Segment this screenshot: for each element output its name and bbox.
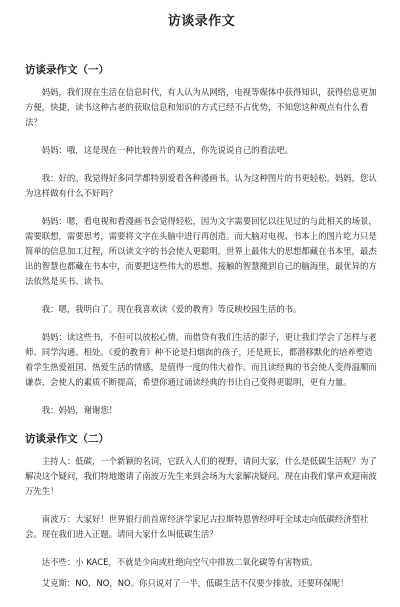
section-heading: 访谈录作文（二） — [25, 433, 109, 445]
paragraph: 妈妈，我们现在生活在信息时代，有人认为从网络，电视等媒体中获得知识，获得信息更加方便，快捷，读书这种古老的获取信息和知识的方式已经不占优势，不知您这种观点有什么看法？ — [25, 87, 377, 127]
paragraph: 我：好的。我觉得好多同学都特别爱看各种漫画书。认为这种图片的书更轻松。妈妈，您认为这样做有什么不好吗？ — [25, 173, 377, 198]
document-title: 访谈录作文 — [167, 14, 236, 29]
section-2 — [25, 431, 378, 591]
paragraph: 我：妈妈，谢谢您！ — [41, 405, 118, 415]
paragraph: 达不些：小 KACE，不就是少向或杜绝向空气中排放二氧化碳等有害物质。 — [41, 557, 318, 567]
paragraph: 南波万：大家好！世界银行前首席经济学家尼古拉斯特恩曾经呼吁全球走向低碳经济型社会。现在我们进入正题。请问大家什么叫低碳生活？ — [25, 514, 369, 539]
paragraph: 妈妈：哦，这是现在一种比较普片的观点，你先说说自己的看法吧。 — [41, 145, 294, 155]
section-1 — [25, 62, 378, 418]
paragraph: 艾克斯：NO，NO，NO。你只说对了一半，低碳生活不仅要少排放，还要环保呢！ — [41, 578, 349, 588]
section-heading: 访谈录作文（一） — [25, 64, 109, 76]
paragraph: 妈妈：读这些书，不但可以放松心情，而借贷有我们生活的影子，更让我们学会了怎样与老师、同学沟通、相处。《爱的教育》种不论是扫烟囱的孩子，还是班长，都潜移默化的培养塑造着学生热爱祖国、热爱生活的情感，是值得一度的伟大着作。而且读经典的书会使人变得温顺而谦恭，会使人的素质不断提高，希望你通过诵读经典的书让自己变得更聪明，更有力量。 — [25, 332, 377, 387]
paragraph: 我：嗯，我明白了。现在我喜欢读《爱的教育》等反映校园生活的书。 — [41, 304, 302, 314]
paragraph: 主持人：低碳，一个新颖的名词，它跃入人们的视野，请问大家，什么是低碳生活呢？为了解决这个疑问，我们特地邀请了南波万先生来到会场为大家解决疑问。现在由我们掌声欢迎南波万先生！ — [25, 456, 377, 496]
paragraph: 妈妈：嗯，看电视和看漫画书会觉得轻松，因为文字需要回忆以往见过的与此相关的场景，需要联想，需要思考，需要将文字在头脑中进行再创造。而大脑对电视、书本上的图片吃力只是简单的信息加工过程，所以读文字的书会使人更聪明。世界上最伟大的思想都藏在书本里，最杰出的智慧也都藏在书本中，而要把这些伟大的思想、接触的智慧搬到自己的脑海里，最优异的方法依然是买书、读书。 — [25, 216, 377, 286]
